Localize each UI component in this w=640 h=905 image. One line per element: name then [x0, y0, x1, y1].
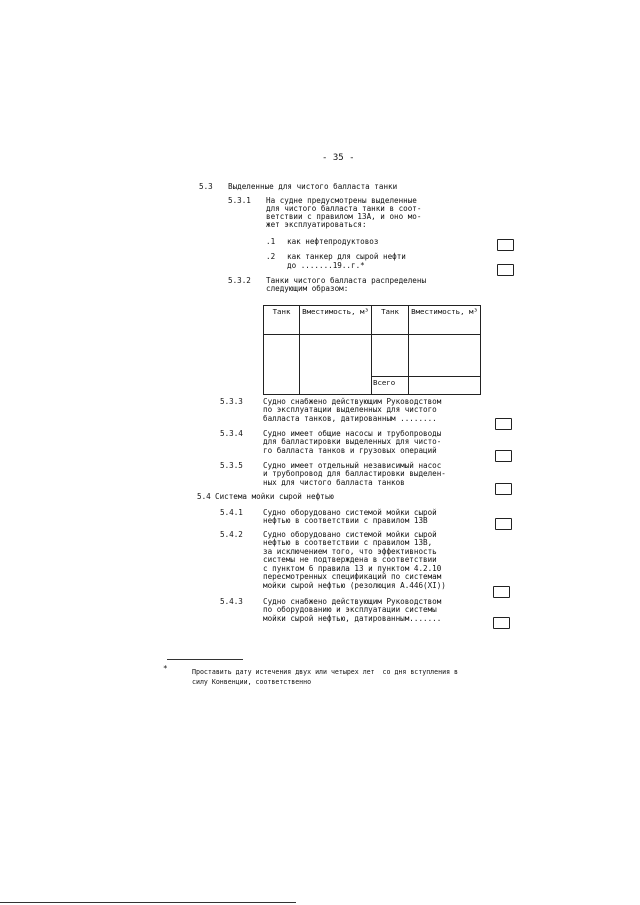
section-5-3-5-line: и трубопровод для балластировки выделен- — [263, 469, 446, 478]
section-5-4-3-line: Судно снабжено действующим Руководством — [263, 597, 442, 606]
ballast-tanks-table — [263, 305, 481, 395]
footnote-divider — [167, 659, 243, 660]
section-5-3-5-line: ных для чистого балласта танков — [263, 478, 405, 487]
section-5-3-1-line: жет эксплуатироваться: — [266, 220, 367, 229]
section-5-4-3-number: 5.4.3 — [220, 597, 243, 606]
table-row — [264, 335, 481, 377]
section-5-3-3-line: по эксплуатации выделенных для чистого — [263, 405, 437, 414]
table-cell[interactable] — [264, 335, 300, 395]
checkbox-5-4-1[interactable] — [495, 518, 512, 530]
page-number: - 35 - — [322, 153, 355, 163]
option-2-number: .2 — [266, 252, 276, 261]
checkbox-oil-products-carrier[interactable] — [497, 239, 514, 251]
footnote-mark: * — [163, 664, 168, 673]
section-5-4-2-line: Судно оборудовано системой мойки сырой — [263, 530, 437, 539]
section-5-3-4-line: го балласта танков и грузовых операций — [263, 446, 437, 455]
section-5-4-2-line: мойки сырой нефтью (резолюция А.446(XI)) — [263, 581, 446, 590]
table-cell[interactable] — [372, 335, 409, 377]
section-5-3-3-line: Судно снабжено действующим Руководством — [263, 397, 442, 406]
section-5-4-2-line: системы не подтверждена в соответствии — [263, 555, 437, 564]
footnote-line: силу Конвенции, соответственно — [192, 678, 312, 686]
checkbox-5-3-3[interactable] — [495, 418, 512, 430]
section-5-4-3-line: по оборудованию и эксплуатации системы — [263, 605, 437, 614]
section-5-3-1-line: для чистого балласта танки в соот- — [266, 204, 422, 213]
option-2-line: как танкер для сырой нефти — [287, 252, 406, 261]
section-5-3-2-line: следующим образом: — [266, 284, 349, 293]
section-5-4-2-line: с пунктом 6 правила 13 и пунктом 4.2.10 — [263, 564, 442, 573]
option-1-text: как нефтепродуктовоз — [287, 237, 379, 246]
section-5-3-2-line: Танки чистого балласта распределены — [266, 276, 427, 285]
table-total-label: Всего — [372, 377, 409, 395]
section-5-3-3-number: 5.3.3 — [220, 397, 243, 406]
table-header-capacity: Вместимость, м³ — [300, 306, 372, 335]
section-5-3-3-line: балласта танков, датированным ........ — [263, 414, 437, 423]
table-header-tank: Танк — [264, 306, 300, 335]
section-5-4-2-line: за исключением того, что эффективность — [263, 547, 437, 556]
section-5-3-5-number: 5.3.5 — [220, 461, 243, 470]
section-5-3-4-line: Судно имеет общие насосы и трубопроводы — [263, 429, 442, 438]
checkbox-5-4-3[interactable] — [493, 617, 510, 629]
section-5-4-number: 5.4 — [197, 492, 211, 501]
section-5-4-title: Система мойки сырой нефтью — [215, 492, 334, 501]
section-5-3-1-number: 5.3.1 — [228, 196, 251, 205]
section-5-3-4-number: 5.3.4 — [220, 429, 243, 438]
section-5-3-1-line: ветствии с правилом 13А, и оно мо- — [266, 212, 422, 221]
table-cell[interactable] — [409, 335, 481, 377]
section-5-3-1-line: На судне предусмотрены выделенные — [266, 196, 417, 205]
table-cell[interactable] — [300, 335, 372, 395]
section-5-4-1-line: нефтью в соответствии с правилом 13В — [263, 516, 428, 525]
table-header-capacity: Вместимость, м³ — [409, 306, 481, 335]
checkbox-5-3-5[interactable] — [495, 483, 512, 495]
section-5-3-number: 5.3 — [199, 182, 213, 191]
option-2-line: до .......19..г.* — [287, 261, 365, 270]
section-5-3-4-line: для балластировки выделенных для чисто- — [263, 437, 442, 446]
section-5-3-2-number: 5.3.2 — [228, 276, 251, 285]
section-5-4-1-line: Судно оборудовано системой мойки сырой — [263, 508, 437, 517]
table-header-tank: Танк — [372, 306, 409, 335]
checkbox-crude-oil-tanker[interactable] — [497, 264, 514, 276]
option-1-number: .1 — [266, 237, 276, 246]
bottom-scan-edge — [0, 902, 296, 903]
section-5-3-5-line: Судно имеет отдельный независимый насос — [263, 461, 442, 470]
footnote-line: Проставить дату истечения двух или четырех лет со дня вступления в — [192, 668, 458, 676]
section-5-3-title: Выделенные для чистого балласта танки — [228, 182, 398, 191]
section-5-4-3-line: мойки сырой нефтью, датированным....... — [263, 614, 442, 623]
checkbox-5-3-4[interactable] — [495, 450, 512, 462]
section-5-4-2-line: пересмотренных спецификаций по системам — [263, 572, 442, 581]
section-5-4-2-number: 5.4.2 — [220, 530, 243, 539]
section-5-4-2-line: нефтью в соответствии с правилом 13В, — [263, 538, 433, 547]
checkbox-5-4-2[interactable] — [493, 586, 510, 598]
section-5-4-1-number: 5.4.1 — [220, 508, 243, 517]
table-total-value[interactable] — [409, 377, 481, 395]
table-header-row — [264, 306, 481, 335]
